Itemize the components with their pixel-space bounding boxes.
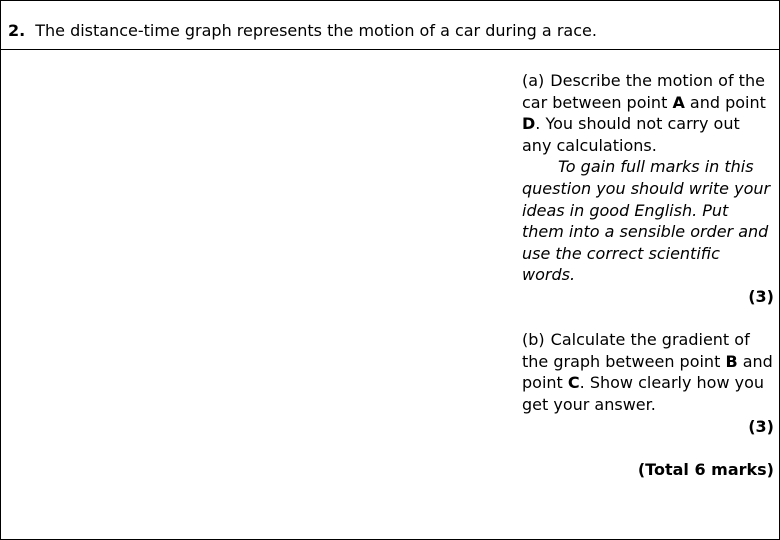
spacer	[522, 437, 774, 459]
part-b-prompt	[522, 329, 774, 415]
part-b-marks: (3)	[748, 416, 774, 436]
part-b-text-2: and point	[522, 351, 773, 393]
part-b-label: (b)	[522, 330, 545, 350]
question-text: The distance-time graph represents the motion of a car during a race.	[35, 21, 597, 40]
part-a-label: (a)	[522, 71, 545, 90]
question-header	[8, 21, 597, 41]
part-a-marks: (3)	[748, 286, 774, 306]
part-b-point-c: C	[567, 373, 580, 393]
question-number: 2.	[8, 21, 26, 40]
header-divider	[0, 49, 780, 50]
part-a-prompt	[522, 70, 774, 156]
part-a-point-d: D	[522, 114, 536, 134]
total-marks: (Total 6 marks)	[637, 459, 774, 479]
spacer	[522, 308, 774, 330]
part-b-point-b: B	[725, 351, 738, 371]
part-a-text-3: . You should not carry out any calculations.	[522, 114, 740, 155]
part-b-text-3: . Show clearly how you get your answer.	[522, 373, 765, 414]
question-parts	[522, 70, 774, 480]
part-a-text-1: Describe the motion of the car between point	[522, 71, 765, 112]
part-a-instruction: To gain full marks in this question you should write your ideas in good English. Put them into a sensible order and use the correct scientific words.	[522, 157, 771, 285]
part-b-text-1: Calculate the gradient of the graph between point	[522, 330, 750, 371]
part-a-text-2: and point	[684, 92, 766, 112]
part-a-point-a: A	[672, 92, 685, 112]
